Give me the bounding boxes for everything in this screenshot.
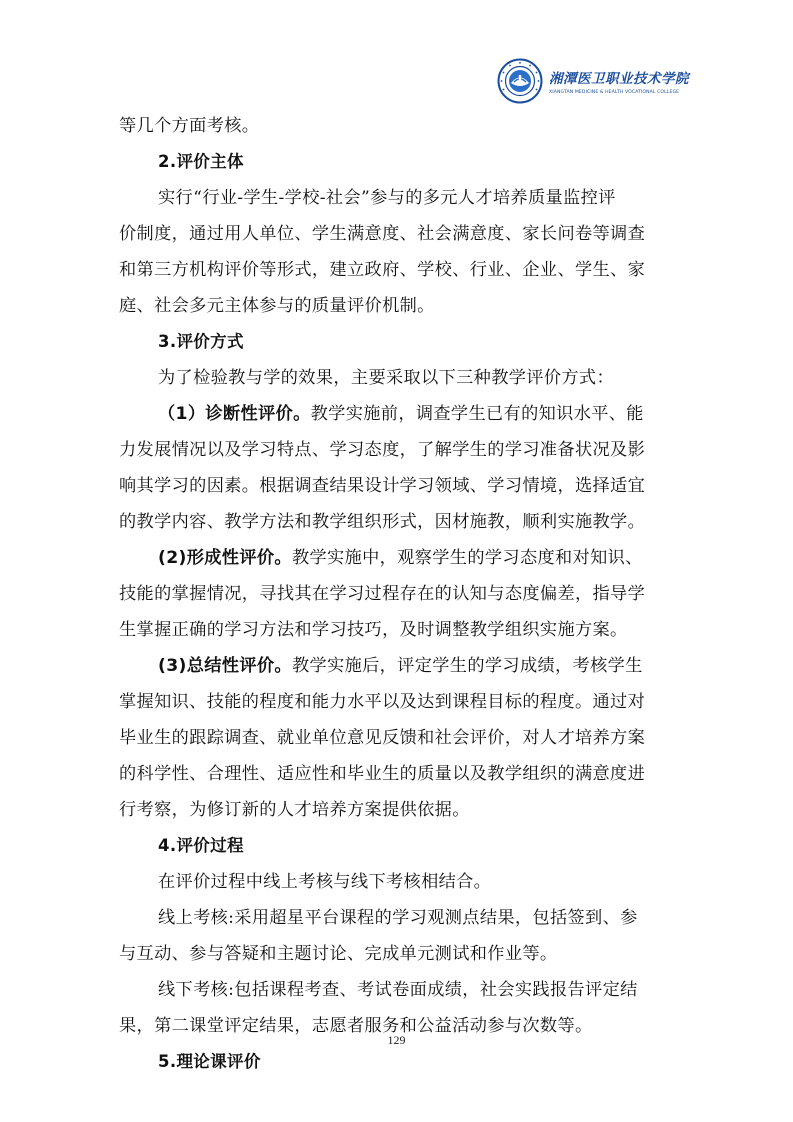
paragraph-line: 生掌握正确的学习方法和学习技巧，及时调整教学组织实施方案。 <box>119 620 628 640</box>
paragraph-line: 响其学习的因素。根据调查结果设计学习领域、学习情境，选择适宜 <box>119 476 646 496</box>
paragraph-line: 价制度，通过用人单位、学生满意度、社会满意度、家长问卷等调查 <box>119 224 646 244</box>
paragraph-line <box>119 540 679 576</box>
paragraph-line: 等几个方面考核。 <box>119 116 260 136</box>
school-name-block <box>549 67 689 95</box>
school-logo <box>497 56 687 106</box>
paragraph-line: 行考察，为修订新的人才培养方案提供依据。 <box>119 800 470 820</box>
school-seal-icon <box>497 58 543 104</box>
paragraph-line: 果，第二课堂评定结果，志愿者服务和公益活动参与次数等。 <box>119 1016 593 1036</box>
section-heading: 4.评价过程 <box>158 836 244 855</box>
school-name-en: XIANGTAN MEDICINE & HEALTH VOCATIONAL COLLEGE <box>549 90 680 95</box>
inline-heading: （1）诊断性评价。 <box>158 404 311 424</box>
paragraph-line: 庭、社会多元主体参与的质量评价机制。 <box>119 296 435 316</box>
inline-text: 教学实施后，评定学生的学习成绩，考核学生 <box>291 656 643 676</box>
paragraph-line: 线下考核:包括课程考查、考试卷面成绩，社会实践报告评定结 <box>158 980 638 1000</box>
page-number: 129 <box>387 1033 406 1047</box>
paragraph-line: 线上考核:采用超星平台课程的学习观测点结果，包括签到、参 <box>158 908 638 928</box>
paragraph-line <box>119 396 679 432</box>
paragraph-line <box>119 648 679 684</box>
inline-heading: (3)总结性评价。 <box>158 656 292 676</box>
section-heading: 2.评价主体 <box>158 152 244 171</box>
paragraph-line: 的科学性、合理性、适应性和毕业生的质量以及教学组织的满意度进 <box>119 764 646 784</box>
document-body <box>119 108 679 1080</box>
paragraph-line: 掌握知识、技能的程度和能力水平以及达到课程目标的程度。通过对 <box>119 692 646 712</box>
paragraph-line: 在评价过程中线上考核与线下考核相结合。 <box>158 872 492 892</box>
paragraph-line: 和第三方机构评价等形式，建立政府、学校、行业、企业、学生、家 <box>119 260 646 280</box>
paragraph-line: 力发展情况以及学习特点、学习态度，了解学生的学习准备状况及影 <box>119 440 646 460</box>
school-name-cn: 湘潭医卫职业技术学院 <box>549 71 689 87</box>
paragraph-line: 实行“行业-学生-学校-社会”参与的多元人才培养质量监控评 <box>158 188 616 208</box>
section-heading: 3.评价方式 <box>158 332 244 351</box>
inline-text: 教学实施前，调查学生已有的知识水平、能 <box>310 404 644 424</box>
section-heading: 5.理论课评价 <box>158 1052 261 1071</box>
paragraph-line: 为了检验教与学的效果，主要采取以下三种教学评价方式： <box>158 368 614 388</box>
paragraph-line: 的教学内容、教学方法和教学组织形式，因材施教，顺利实施教学。 <box>119 512 646 532</box>
paragraph-line: 毕业生的跟踪调查、就业单位意见反馈和社会评价，对人才培养方案 <box>119 728 646 748</box>
inline-text: 教学实施中，观察学生的学习态度和对知识、 <box>291 548 643 568</box>
paragraph-line: 与互动、参与答疑和主题讨论、完成单元测试和作业等。 <box>119 944 558 964</box>
paragraph-line: 技能的掌握情况，寻找其在学习过程存在的认知与态度偏差，指导学 <box>119 584 646 604</box>
inline-heading: (2)形成性评价。 <box>158 548 292 568</box>
